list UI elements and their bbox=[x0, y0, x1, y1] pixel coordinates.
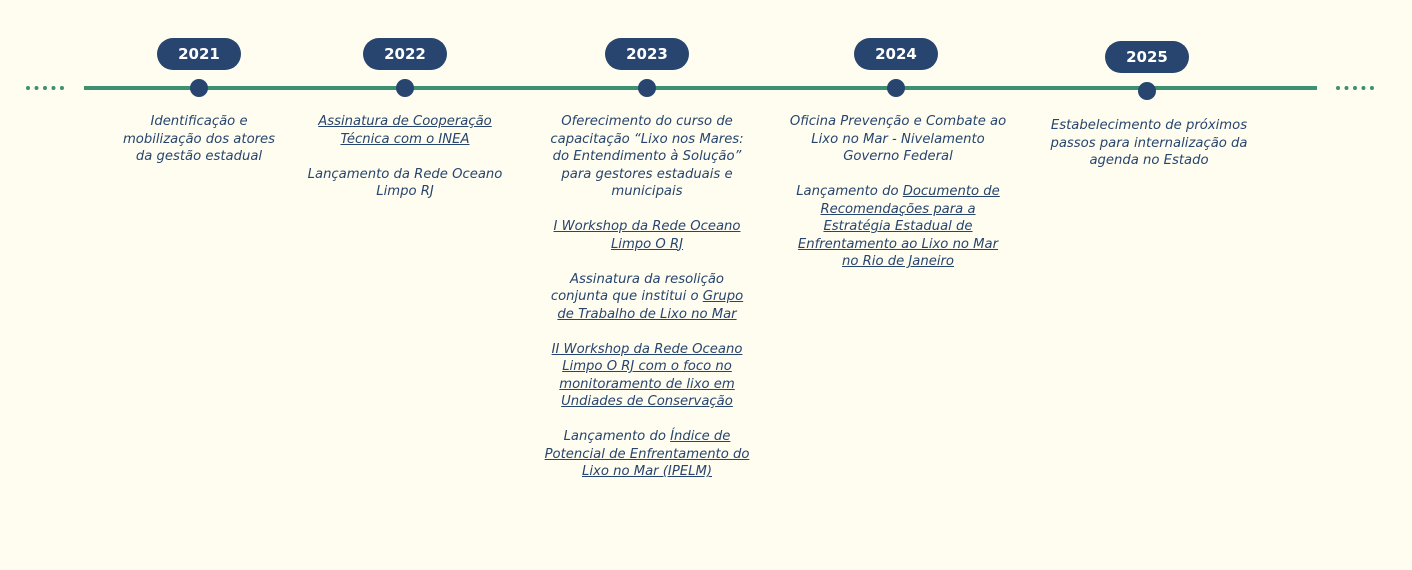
milestone-2023-2 bbox=[541, 218, 753, 253]
milestones-2023 bbox=[541, 113, 753, 481]
milestone-link[interactable]: Assinatura de Cooperação Técnica com o INEA bbox=[318, 114, 492, 147]
milestone-text: Oferecimento do curso de capacitação “Lixo nos Mares: do Entendimento à Solução” para gestores estaduais e municipais bbox=[550, 114, 744, 199]
milestone-2025-1 bbox=[1039, 117, 1259, 170]
timeline-node-2021 bbox=[190, 79, 208, 97]
milestone-link[interactable]: I Workshop da Rede Oceano Limpo O RJ bbox=[553, 219, 741, 252]
timeline-node-2025 bbox=[1138, 82, 1156, 100]
milestone-text: Estabelecimento de próximos passos para internalização da agenda no Estado bbox=[1050, 118, 1248, 168]
milestones-2024 bbox=[789, 113, 1007, 271]
milestone-text: Assinatura da resolição conjunta que institui o bbox=[550, 271, 724, 304]
milestones-2021 bbox=[113, 113, 285, 166]
timeline-dotted-start bbox=[26, 86, 64, 90]
milestone-link[interactable]: II Workshop da Rede Oceano Limpo O RJ com o foco no monitoramento de lixo em Undiades de Conservação bbox=[551, 341, 743, 409]
year-badge-2023: 2023 bbox=[605, 38, 689, 70]
timeline-node-2022 bbox=[396, 79, 414, 97]
timeline-node-2024 bbox=[887, 79, 905, 97]
timeline-node-2023 bbox=[638, 79, 656, 97]
milestone-link[interactable]: Grupo de Trabalho de Lixo no Mar bbox=[557, 289, 744, 322]
milestone-2023-3 bbox=[541, 271, 753, 324]
milestone-2024-1 bbox=[789, 113, 1007, 166]
milestone-2023-5 bbox=[541, 428, 753, 481]
milestones-2022 bbox=[299, 113, 511, 201]
milestones-2025 bbox=[1039, 117, 1259, 170]
year-badge-2025: 2025 bbox=[1105, 41, 1189, 73]
milestone-text: Lançamento da Rede Oceano Limpo RJ bbox=[307, 166, 503, 199]
milestone-text: Lançamento do bbox=[796, 184, 903, 199]
milestone-link[interactable]: Documento de Recomendações para a Estratégia Estadual de Enfrentamento ao Lixo no Mar no Rio de Janeiro bbox=[797, 184, 1000, 269]
milestone-2022-1 bbox=[299, 113, 511, 148]
timeline-dotted-end bbox=[1336, 86, 1374, 90]
year-badge-2021: 2021 bbox=[157, 38, 241, 70]
milestone-link[interactable]: Índice de Potencial de Enfrentamento do Lixo no Mar (IPELM) bbox=[544, 429, 750, 479]
milestone-2023-4 bbox=[541, 341, 753, 411]
milestone-2021-1 bbox=[113, 113, 285, 166]
year-badge-2024: 2024 bbox=[854, 38, 938, 70]
milestone-2022-2 bbox=[299, 166, 511, 201]
milestone-text: Oficina Prevenção e Combate ao Lixo no Mar - Nivelamento Governo Federal bbox=[789, 114, 1007, 164]
milestone-2023-1 bbox=[541, 113, 753, 201]
milestone-2024-2 bbox=[789, 183, 1007, 271]
milestone-text: Lançamento do bbox=[563, 429, 671, 444]
year-badge-2022: 2022 bbox=[363, 38, 447, 70]
timeline-line bbox=[84, 86, 1317, 90]
milestone-text: Identificação e mobilização dos atores da gestão estadual bbox=[122, 114, 276, 164]
